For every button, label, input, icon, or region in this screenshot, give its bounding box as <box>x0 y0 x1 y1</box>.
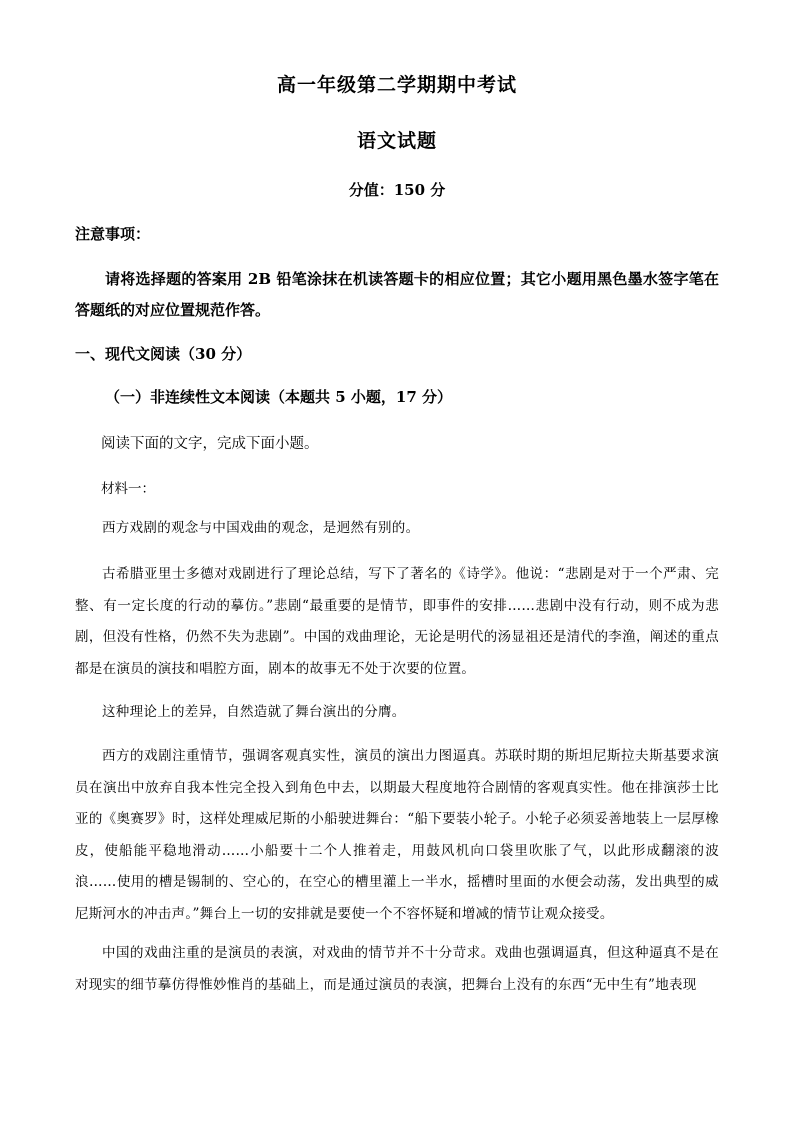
reading-instruction: 阅读下面的文字，完成下面小题。 <box>101 436 319 452</box>
subsection-heading: （一）非连续性文本阅读（本题共 5 小题，17 分） <box>105 388 452 406</box>
material-label: 材料一： <box>101 481 155 497</box>
exam-title: 高一年级第二学期期中考试 <box>276 74 517 96</box>
score-line: 分值：150 分 <box>348 181 446 199</box>
passage-paragraph: 西方的戏剧注重情节，强调客观真实性，演员的演出力图逼真。苏联时期的斯坦尼斯拉夫斯基要求演员在演出中放弃自我本性完全投入到角色中去，以期最大程度地符合剧情的客观真实性。他在排演莎士比亚的《奥赛罗》时，这样处理威尼斯的小船驶进舞台：“船下要装小轮子。小轮子必须妥善地装上一层厚橡皮，使船能平稳地滑动……小船要十二个人推着走，用鼓风机向口袋里吹胀了气，以此形成翻滚的波浪……使用的槽是锡制的、空心的，在空心的槽里灌上一半水，摇槽时里面的水便会动荡，发出典型的威尼斯河水的冲击声。”舞台上一切的安排就是要使一个不容怀疑和增减的情节让观众接受。 <box>75 748 719 922</box>
passage-paragraph: 这种理论上的差异，自然造就了舞台演出的分膺。 <box>102 704 406 720</box>
notice-text: 请将选择题的答案用 2B 铅笔涂抹在机读答题卡的相应位置；其它小题用黑色墨水签字笔在答题纸的对应位置规范作答。 <box>75 270 719 319</box>
passage-paragraph: 西方戏剧的观念与中国戏曲的观念，是迥然有别的。 <box>102 520 420 536</box>
subject-title: 语文试题 <box>356 130 437 152</box>
notice-heading: 注意事项： <box>75 225 151 243</box>
passage-paragraph: 古希腊亚里士多德对戏剧进行了理论总结，写下了著名的《诗学》。他说：“悲剧是对于一个严肃、完整、有一定长度的行动的摹仿。”悲剧“最重要的是情节，即事件的安排……悲剧中没有行动，则不成为悲剧，但没有性格，仍然不失为悲剧”。中国的戏曲理论，无论是明代的汤显祖还是清代的李渔，阐述的重点都是在演员的演技和唱腔方面，剧本的故事无不处于次要的位置。 <box>75 566 719 677</box>
section-heading: 一、现代文阅读（30 分） <box>75 345 252 363</box>
passage-paragraph: 中国的戏曲注重的是演员的表演，对戏曲的情节并不十分苛求。戏曲也强调逼真，但这种逼真不是在对现实的细节摹仿得惟妙惟肖的基础上，而是通过演员的表演，把舞台上没有的东西“无中生有”地表现 <box>75 945 719 993</box>
